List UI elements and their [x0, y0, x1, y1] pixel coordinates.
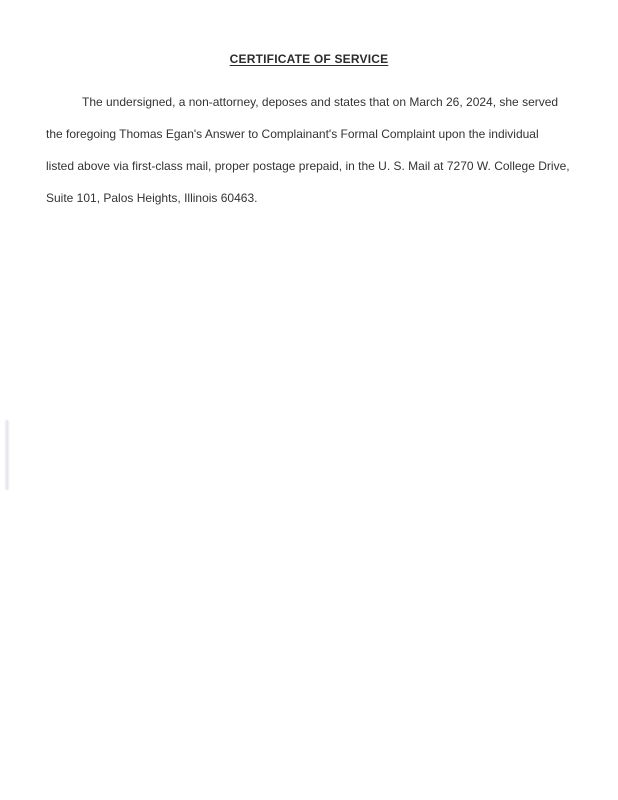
- body-line-2: the foregoing Thomas Egan's Answer to Complainant's Formal Complaint upon the individual: [46, 127, 539, 141]
- scan-artifact: [4, 420, 10, 490]
- body-line-1: The undersigned, a non-attorney, deposes and states that on March 26, 2024, she served: [82, 95, 559, 109]
- certificate-title: CERTIFICATE OF SERVICE: [229, 52, 389, 66]
- body-line-3: listed above via first-class mail, proper postage prepaid, in the U. S. Mail at 7270 W. College Drive,: [46, 159, 570, 173]
- certificate-body: [46, 86, 586, 214]
- body-line-4: Suite 101, Palos Heights, Illinois 60463.: [46, 191, 258, 205]
